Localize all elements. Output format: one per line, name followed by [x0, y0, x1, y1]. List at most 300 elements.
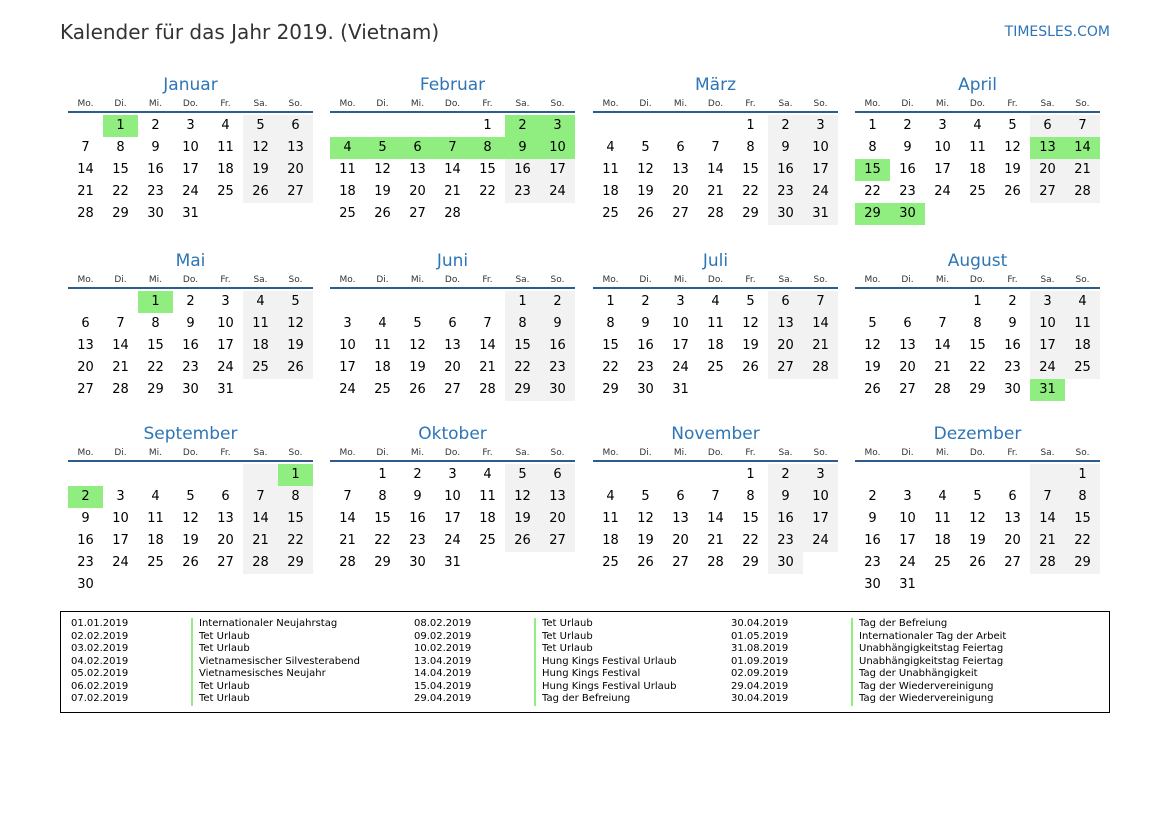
day-cell[interactable]: 24	[899, 555, 916, 570]
day-cell[interactable]: 7	[343, 489, 352, 504]
day-cell[interactable]: 23	[409, 533, 426, 548]
day-cell[interactable]: 9	[768, 137, 803, 159]
day-cell[interactable]: 11	[602, 511, 619, 526]
day-cell[interactable]: 1	[746, 118, 755, 133]
day-cell[interactable]: 17	[672, 338, 689, 353]
day-cell[interactable]: 10	[540, 137, 575, 159]
day-cell[interactable]: 30	[77, 577, 94, 592]
day-cell[interactable]: 24	[934, 184, 951, 199]
day-cell[interactable]: 30	[768, 203, 803, 225]
day-cell[interactable]: 27	[1030, 181, 1065, 203]
day-cell[interactable]: 16	[147, 162, 164, 177]
day-cell[interactable]: 2	[1008, 294, 1017, 309]
day-cell[interactable]: 13	[409, 162, 426, 177]
day-cell[interactable]: 10	[182, 140, 199, 155]
day-cell[interactable]: 5	[505, 464, 540, 486]
day-cell[interactable]: 27	[444, 382, 461, 397]
day-cell[interactable]: 18	[707, 338, 724, 353]
day-cell[interactable]: 24	[1030, 357, 1065, 379]
day-cell[interactable]: 9	[768, 486, 803, 508]
day-cell[interactable]: 15	[602, 338, 619, 353]
day-cell[interactable]: 18	[602, 184, 619, 199]
day-cell[interactable]: 4	[711, 294, 720, 309]
day-cell[interactable]: 28	[1030, 552, 1065, 574]
day-cell[interactable]: 25	[374, 382, 391, 397]
day-cell[interactable]: 13	[1004, 511, 1021, 526]
day-cell[interactable]: 9	[1008, 316, 1017, 331]
day-cell[interactable]: 16	[182, 338, 199, 353]
day-cell[interactable]: 4	[606, 489, 615, 504]
day-cell[interactable]: 18	[969, 162, 986, 177]
day-cell[interactable]: 1	[378, 467, 387, 482]
day-cell[interactable]: 12	[637, 162, 654, 177]
day-cell[interactable]: 25	[707, 360, 724, 375]
day-cell[interactable]: 20	[278, 159, 313, 181]
day-cell[interactable]: 30	[409, 555, 426, 570]
day-cell[interactable]: 14	[707, 511, 724, 526]
day-cell[interactable]: 10	[934, 140, 951, 155]
day-cell[interactable]: 22	[742, 184, 759, 199]
day-cell[interactable]: 11	[479, 489, 496, 504]
day-cell[interactable]: 17	[540, 159, 575, 181]
day-cell[interactable]: 14	[1065, 137, 1100, 159]
day-cell[interactable]: 24	[217, 360, 234, 375]
day-cell[interactable]: 30	[637, 382, 654, 397]
day-cell[interactable]: 28	[803, 357, 838, 379]
day-cell[interactable]: 12	[1004, 140, 1021, 155]
day-cell[interactable]: 29	[1065, 552, 1100, 574]
day-cell[interactable]: 31	[444, 555, 461, 570]
day-cell[interactable]: 29	[147, 382, 164, 397]
day-cell[interactable]: 24	[803, 530, 838, 552]
day-cell[interactable]: 3	[448, 467, 457, 482]
day-cell[interactable]: 27	[899, 382, 916, 397]
site-link[interactable]: TIMESLES.COM	[1004, 24, 1110, 40]
day-cell[interactable]: 31	[672, 382, 689, 397]
day-cell[interactable]: 4	[1065, 291, 1100, 313]
day-cell[interactable]: 19	[969, 533, 986, 548]
day-cell[interactable]: 7	[1065, 115, 1100, 137]
day-cell[interactable]: 21	[1065, 159, 1100, 181]
day-cell[interactable]: 14	[707, 162, 724, 177]
day-cell[interactable]: 19	[243, 159, 278, 181]
day-cell[interactable]: 19	[409, 360, 426, 375]
day-cell[interactable]: 27	[1004, 555, 1021, 570]
day-cell[interactable]: 13	[1030, 137, 1065, 159]
day-cell[interactable]: 9	[540, 313, 575, 335]
day-cell[interactable]: 26	[243, 181, 278, 203]
day-cell[interactable]: 26	[637, 555, 654, 570]
day-cell[interactable]: 3	[803, 464, 838, 486]
day-cell[interactable]: 19	[374, 184, 391, 199]
day-cell[interactable]: 25	[147, 555, 164, 570]
day-cell[interactable]: 10	[444, 489, 461, 504]
day-cell[interactable]: 16	[899, 162, 916, 177]
day-cell[interactable]: 19	[505, 508, 540, 530]
day-cell[interactable]: 1	[505, 291, 540, 313]
day-cell[interactable]: 14	[444, 162, 461, 177]
day-cell[interactable]: 9	[151, 140, 160, 155]
day-cell[interactable]: 8	[1065, 486, 1100, 508]
day-cell[interactable]: 22	[742, 533, 759, 548]
day-cell[interactable]: 17	[217, 338, 234, 353]
day-cell[interactable]: 12	[864, 338, 881, 353]
day-cell[interactable]: 23	[864, 555, 881, 570]
day-cell[interactable]: 11	[147, 511, 164, 526]
day-cell[interactable]: 13	[278, 137, 313, 159]
day-cell[interactable]: 1	[103, 115, 138, 137]
day-cell[interactable]: 10	[217, 316, 234, 331]
day-cell[interactable]: 9	[186, 316, 195, 331]
day-cell[interactable]: 29	[742, 555, 759, 570]
day-cell[interactable]: 8	[278, 486, 313, 508]
day-cell[interactable]: 29	[969, 382, 986, 397]
day-cell[interactable]: 25	[217, 184, 234, 199]
day-cell[interactable]: 21	[934, 360, 951, 375]
day-cell[interactable]: 14	[339, 511, 356, 526]
day-cell[interactable]: 2	[903, 118, 912, 133]
day-cell[interactable]: 16	[864, 533, 881, 548]
day-cell[interactable]: 3	[343, 316, 352, 331]
day-cell[interactable]: 17	[444, 511, 461, 526]
day-cell[interactable]: 24	[672, 360, 689, 375]
day-cell[interactable]: 23	[768, 181, 803, 203]
day-cell[interactable]: 10	[112, 511, 129, 526]
day-cell[interactable]: 27	[409, 206, 426, 221]
day-cell[interactable]: 22	[1065, 530, 1100, 552]
day-cell[interactable]: 14	[803, 313, 838, 335]
day-cell[interactable]: 7	[1030, 486, 1065, 508]
day-cell[interactable]: 2	[505, 115, 540, 137]
day-cell[interactable]: 26	[278, 357, 313, 379]
day-cell[interactable]: 19	[637, 184, 654, 199]
day-cell[interactable]: 4	[330, 137, 365, 159]
day-cell[interactable]: 16	[540, 335, 575, 357]
day-cell[interactable]: 20	[540, 508, 575, 530]
day-cell[interactable]: 7	[243, 486, 278, 508]
day-cell[interactable]: 29	[278, 552, 313, 574]
day-cell[interactable]: 2	[413, 467, 422, 482]
day-cell[interactable]: 11	[707, 316, 724, 331]
day-cell[interactable]: 6	[221, 489, 230, 504]
day-cell[interactable]: 29	[374, 555, 391, 570]
day-cell[interactable]: 13	[672, 162, 689, 177]
day-cell[interactable]: 31	[1030, 379, 1065, 401]
day-cell[interactable]: 18	[374, 360, 391, 375]
day-cell[interactable]: 31	[217, 382, 234, 397]
day-cell[interactable]: 26	[505, 530, 540, 552]
day-cell[interactable]: 18	[1065, 335, 1100, 357]
day-cell[interactable]: 8	[151, 316, 160, 331]
day-cell[interactable]: 15	[112, 162, 129, 177]
day-cell[interactable]: 9	[903, 140, 912, 155]
day-cell[interactable]: 30	[864, 577, 881, 592]
day-cell[interactable]: 29	[602, 382, 619, 397]
day-cell[interactable]: 17	[182, 162, 199, 177]
day-cell[interactable]: 31	[899, 577, 916, 592]
day-cell[interactable]: 11	[217, 140, 234, 155]
day-cell[interactable]: 3	[116, 489, 125, 504]
day-cell[interactable]: 5	[973, 489, 982, 504]
day-cell[interactable]: 5	[746, 294, 755, 309]
day-cell[interactable]: 2	[186, 294, 195, 309]
day-cell[interactable]: 23	[768, 530, 803, 552]
day-cell[interactable]: 24	[182, 184, 199, 199]
day-cell[interactable]: 11	[934, 511, 951, 526]
day-cell[interactable]: 2	[768, 115, 803, 137]
day-cell[interactable]: 7	[711, 489, 720, 504]
day-cell[interactable]: 2	[868, 489, 877, 504]
day-cell[interactable]: 18	[339, 184, 356, 199]
day-cell[interactable]: 1	[483, 118, 492, 133]
day-cell[interactable]: 8	[868, 140, 877, 155]
day-cell[interactable]: 22	[602, 360, 619, 375]
day-cell[interactable]: 8	[746, 140, 755, 155]
day-cell[interactable]: 15	[855, 159, 890, 181]
day-cell[interactable]: 19	[1004, 162, 1021, 177]
day-cell[interactable]: 27	[540, 530, 575, 552]
day-cell[interactable]: 5	[641, 489, 650, 504]
day-cell[interactable]: 5	[641, 140, 650, 155]
day-cell[interactable]: 18	[602, 533, 619, 548]
day-cell[interactable]: 25	[934, 555, 951, 570]
day-cell[interactable]: 5	[868, 316, 877, 331]
day-cell[interactable]: 8	[746, 489, 755, 504]
day-cell[interactable]: 3	[540, 115, 575, 137]
day-cell[interactable]: 1	[746, 467, 755, 482]
day-cell[interactable]: 16	[768, 508, 803, 530]
day-cell[interactable]: 5	[1008, 118, 1017, 133]
day-cell[interactable]: 7	[938, 316, 947, 331]
day-cell[interactable]: 7	[116, 316, 125, 331]
day-cell[interactable]: 29	[742, 206, 759, 221]
day-cell[interactable]: 15	[742, 162, 759, 177]
day-cell[interactable]: 15	[479, 162, 496, 177]
day-cell[interactable]: 11	[602, 162, 619, 177]
day-cell[interactable]: 7	[803, 291, 838, 313]
day-cell[interactable]: 24	[540, 181, 575, 203]
day-cell[interactable]: 18	[147, 533, 164, 548]
day-cell[interactable]: 28	[479, 382, 496, 397]
day-cell[interactable]: 10	[672, 316, 689, 331]
day-cell[interactable]: 20	[1030, 159, 1065, 181]
day-cell[interactable]: 22	[374, 533, 391, 548]
day-cell[interactable]: 5	[186, 489, 195, 504]
day-cell[interactable]: 30	[540, 379, 575, 401]
day-cell[interactable]: 8	[470, 137, 505, 159]
day-cell[interactable]: 20	[1004, 533, 1021, 548]
day-cell[interactable]: 19	[864, 360, 881, 375]
day-cell[interactable]: 26	[637, 206, 654, 221]
day-cell[interactable]: 12	[409, 338, 426, 353]
day-cell[interactable]: 14	[479, 338, 496, 353]
day-cell[interactable]: 18	[934, 533, 951, 548]
day-cell[interactable]: 26	[864, 382, 881, 397]
day-cell[interactable]: 11	[339, 162, 356, 177]
day-cell[interactable]: 11	[374, 338, 391, 353]
day-cell[interactable]: 27	[77, 382, 94, 397]
day-cell[interactable]: 2	[768, 464, 803, 486]
day-cell[interactable]: 16	[77, 533, 94, 548]
day-cell[interactable]: 26	[969, 555, 986, 570]
day-cell[interactable]: 9	[81, 511, 90, 526]
day-cell[interactable]: 14	[1030, 508, 1065, 530]
day-cell[interactable]: 17	[803, 159, 838, 181]
day-cell[interactable]: 28	[77, 206, 94, 221]
day-cell[interactable]: 9	[413, 489, 422, 504]
day-cell[interactable]: 25	[1065, 357, 1100, 379]
day-cell[interactable]: 3	[1030, 291, 1065, 313]
day-cell[interactable]: 10	[339, 338, 356, 353]
day-cell[interactable]: 4	[973, 118, 982, 133]
day-cell[interactable]: 23	[540, 357, 575, 379]
day-cell[interactable]: 23	[899, 184, 916, 199]
day-cell[interactable]: 1	[278, 464, 313, 486]
day-cell[interactable]: 15	[505, 335, 540, 357]
day-cell[interactable]: 3	[676, 294, 685, 309]
day-cell[interactable]: 17	[112, 533, 129, 548]
day-cell[interactable]: 12	[243, 137, 278, 159]
day-cell[interactable]: 17	[339, 360, 356, 375]
day-cell[interactable]: 20	[217, 533, 234, 548]
day-cell[interactable]: 26	[182, 555, 199, 570]
day-cell[interactable]: 11	[243, 313, 278, 335]
day-cell[interactable]: 19	[742, 338, 759, 353]
day-cell[interactable]: 21	[112, 360, 129, 375]
day-cell[interactable]: 6	[448, 316, 457, 331]
day-cell[interactable]: 6	[540, 464, 575, 486]
day-cell[interactable]: 28	[707, 206, 724, 221]
day-cell[interactable]: 9	[868, 511, 877, 526]
day-cell[interactable]: 5	[243, 115, 278, 137]
day-cell[interactable]: 22	[969, 360, 986, 375]
day-cell[interactable]: 6	[400, 137, 435, 159]
day-cell[interactable]: 20	[672, 533, 689, 548]
day-cell[interactable]: 22	[505, 357, 540, 379]
day-cell[interactable]: 22	[278, 530, 313, 552]
day-cell[interactable]: 30	[890, 203, 925, 225]
day-cell[interactable]: 23	[147, 184, 164, 199]
day-cell[interactable]: 22	[479, 184, 496, 199]
day-cell[interactable]: 4	[483, 467, 492, 482]
day-cell[interactable]: 25	[602, 206, 619, 221]
day-cell[interactable]: 6	[768, 291, 803, 313]
day-cell[interactable]: 18	[243, 335, 278, 357]
day-cell[interactable]: 16	[1004, 338, 1021, 353]
day-cell[interactable]: 8	[606, 316, 615, 331]
day-cell[interactable]: 14	[77, 162, 94, 177]
day-cell[interactable]: 13	[444, 338, 461, 353]
day-cell[interactable]: 15	[969, 338, 986, 353]
day-cell[interactable]: 19	[182, 533, 199, 548]
day-cell[interactable]: 12	[374, 162, 391, 177]
day-cell[interactable]: 6	[903, 316, 912, 331]
day-cell[interactable]: 21	[444, 184, 461, 199]
day-cell[interactable]: 23	[1004, 360, 1021, 375]
day-cell[interactable]: 11	[1065, 313, 1100, 335]
day-cell[interactable]: 20	[899, 360, 916, 375]
day-cell[interactable]: 23	[637, 360, 654, 375]
day-cell[interactable]: 27	[672, 555, 689, 570]
day-cell[interactable]: 8	[378, 489, 387, 504]
day-cell[interactable]: 30	[768, 552, 803, 574]
day-cell[interactable]: 17	[899, 533, 916, 548]
day-cell[interactable]: 28	[339, 555, 356, 570]
day-cell[interactable]: 16	[505, 159, 540, 181]
day-cell[interactable]: 10	[899, 511, 916, 526]
day-cell[interactable]: 16	[409, 511, 426, 526]
day-cell[interactable]: 3	[938, 118, 947, 133]
day-cell[interactable]: 23	[505, 181, 540, 203]
day-cell[interactable]: 13	[672, 511, 689, 526]
day-cell[interactable]: 2	[641, 294, 650, 309]
day-cell[interactable]: 22	[112, 184, 129, 199]
day-cell[interactable]: 28	[444, 206, 461, 221]
day-cell[interactable]: 6	[81, 316, 90, 331]
day-cell[interactable]: 28	[243, 552, 278, 574]
day-cell[interactable]: 4	[243, 291, 278, 313]
day-cell[interactable]: 24	[339, 382, 356, 397]
day-cell[interactable]: 5	[365, 137, 400, 159]
day-cell[interactable]: 4	[378, 316, 387, 331]
day-cell[interactable]: 4	[221, 118, 230, 133]
day-cell[interactable]: 1	[868, 118, 877, 133]
day-cell[interactable]: 25	[339, 206, 356, 221]
day-cell[interactable]: 15	[147, 338, 164, 353]
day-cell[interactable]: 8	[505, 313, 540, 335]
day-cell[interactable]: 16	[768, 159, 803, 181]
day-cell[interactable]: 11	[969, 140, 986, 155]
day-cell[interactable]: 25	[602, 555, 619, 570]
day-cell[interactable]: 15	[278, 508, 313, 530]
day-cell[interactable]: 30	[182, 382, 199, 397]
day-cell[interactable]: 27	[768, 357, 803, 379]
day-cell[interactable]: 25	[479, 533, 496, 548]
day-cell[interactable]: 21	[77, 184, 94, 199]
day-cell[interactable]: 6	[676, 140, 685, 155]
day-cell[interactable]: 14	[112, 338, 129, 353]
day-cell[interactable]: 4	[606, 140, 615, 155]
day-cell[interactable]: 31	[182, 206, 199, 221]
day-cell[interactable]: 30	[1004, 382, 1021, 397]
day-cell[interactable]: 29	[855, 203, 890, 225]
day-cell[interactable]: 16	[637, 338, 654, 353]
day-cell[interactable]: 8	[116, 140, 125, 155]
day-cell[interactable]: 22	[147, 360, 164, 375]
day-cell[interactable]: 13	[768, 313, 803, 335]
day-cell[interactable]: 20	[409, 184, 426, 199]
day-cell[interactable]: 9	[505, 137, 540, 159]
day-cell[interactable]: 2	[151, 118, 160, 133]
day-cell[interactable]: 13	[899, 338, 916, 353]
day-cell[interactable]: 1	[1065, 464, 1100, 486]
day-cell[interactable]: 31	[803, 203, 838, 225]
day-cell[interactable]: 6	[676, 489, 685, 504]
day-cell[interactable]: 27	[278, 181, 313, 203]
day-cell[interactable]: 20	[77, 360, 94, 375]
day-cell[interactable]: 6	[1008, 489, 1017, 504]
day-cell[interactable]: 4	[151, 489, 160, 504]
day-cell[interactable]: 5	[278, 291, 313, 313]
day-cell[interactable]: 28	[934, 382, 951, 397]
day-cell[interactable]: 26	[742, 360, 759, 375]
day-cell[interactable]: 20	[768, 335, 803, 357]
day-cell[interactable]: 25	[969, 184, 986, 199]
day-cell[interactable]: 3	[903, 489, 912, 504]
day-cell[interactable]: 15	[742, 511, 759, 526]
day-cell[interactable]: 12	[969, 511, 986, 526]
day-cell[interactable]: 29	[505, 379, 540, 401]
